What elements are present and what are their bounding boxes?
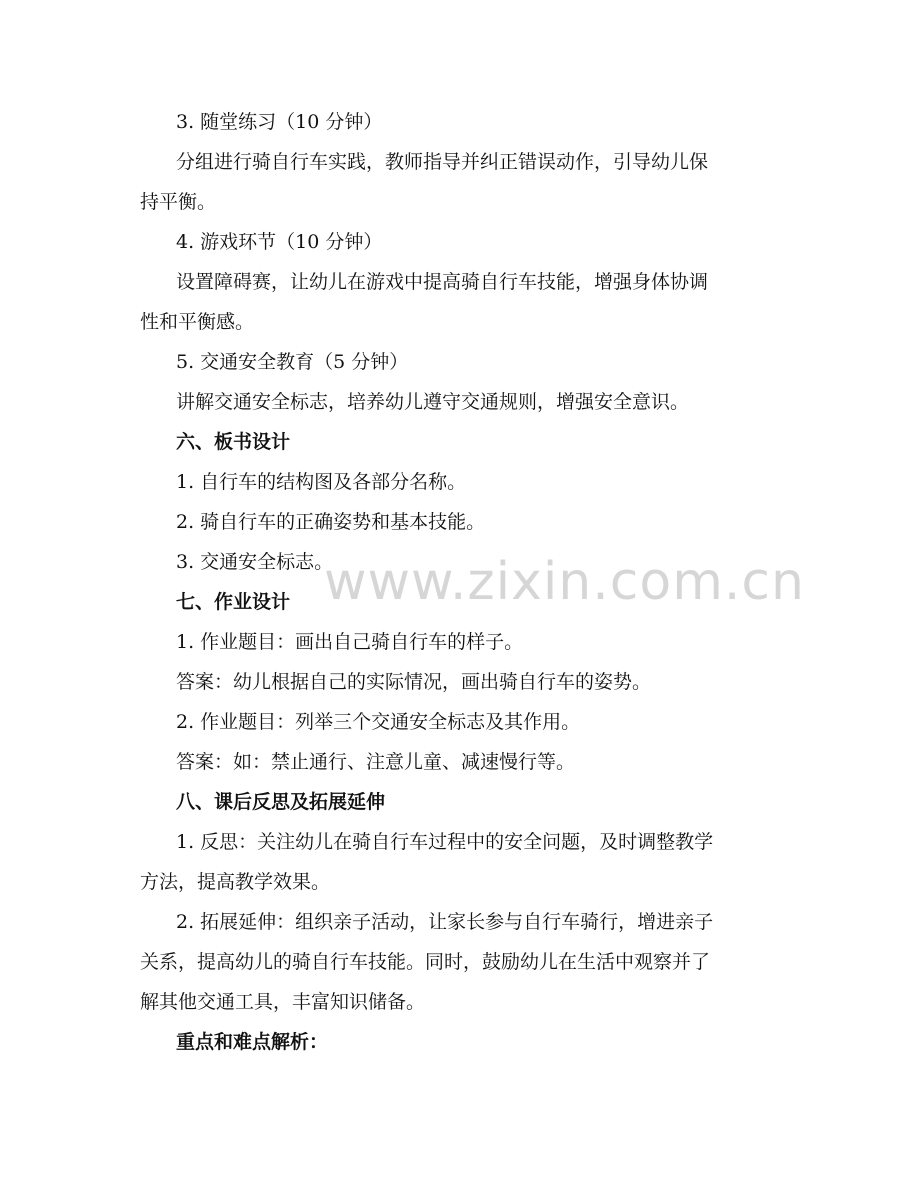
reflection-item-1-line-1: 1. 反思：关注幼儿在骑自行车过程中的安全问题，及时调整教学 [176,831,714,853]
section-item-practice: 3. 随堂练习（10 分钟） [176,111,383,133]
heading-homework-design: 七、作业设计 [176,591,291,613]
board-item-2: 2. 骑自行车的正确姿势和基本技能。 [176,511,486,533]
section-item-game: 4. 游戏环节（10 分钟） [176,231,383,253]
reflection-item-2-line-2: 关系，提高幼儿的骑自行车技能。同时，鼓励幼儿在生活中观察并了 [140,951,711,973]
reflection-item-2-line-1: 2. 拓展延伸：组织亲子活动，让家长参与自行车骑行，增进亲子 [176,911,714,933]
heading-board-design: 六、板书设计 [176,431,291,453]
heading-key-difficult-points: 重点和难点解析： [176,1031,329,1053]
heading-reflection: 八、课后反思及拓展延伸 [176,791,386,813]
homework-item-2: 2. 作业题目：列举三个交通安全标志及其作用。 [176,711,581,733]
homework-item-1: 1. 作业题目：画出自己骑自行车的样子。 [176,631,524,653]
reflection-item-1-line-2: 方法，提高教学效果。 [140,871,331,893]
paragraph-game-line-1: 设置障碍赛，让幼儿在游戏中提高骑自行车技能，增强身体协调 [176,271,709,293]
reflection-item-2-line-3: 解其他交通工具，丰富知识储备。 [140,991,426,1013]
paragraph-practice-line-2: 持平衡。 [140,191,217,213]
paragraph-practice-line-1: 分组进行骑自行车实践，教师指导并纠正错误动作，引导幼儿保 [176,151,709,173]
board-item-1: 1. 自行车的结构图及各部分名称。 [176,471,467,493]
section-item-traffic-safety: 5. 交通安全教育（5 分钟） [176,351,409,373]
board-item-3: 3. 交通安全标志。 [176,551,334,573]
homework-answer-1: 答案：幼儿根据自己的实际情况，画出骑自行车的姿势。 [176,671,652,693]
homework-answer-2: 答案：如：禁止通行、注意儿童、减速慢行等。 [176,751,576,773]
paragraph-traffic-safety: 讲解交通安全标志，培养幼儿遵守交通规则，增强安全意识。 [176,391,690,413]
paragraph-game-line-2: 性和平衡感。 [140,311,255,333]
watermark: www.zixin.com.cn [324,552,805,612]
